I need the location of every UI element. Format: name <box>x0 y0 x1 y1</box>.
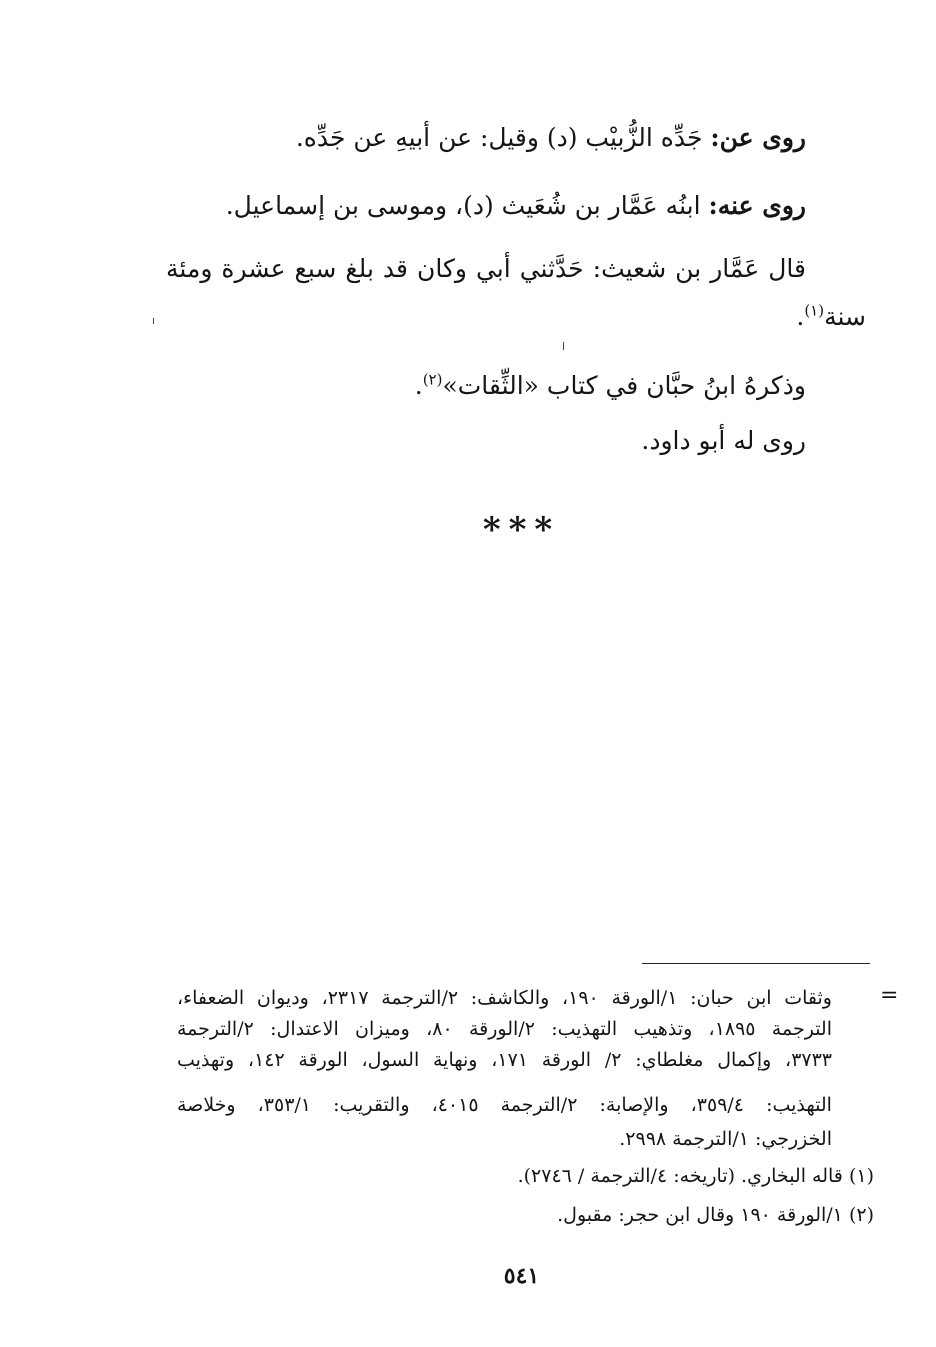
footnote-1-text: قاله البخاري. (تاريخه: ٤/الترجمة / ٢٧٤٦). <box>517 1165 843 1187</box>
rawa-anhu-text: ابنُه عَمَّار بن شُعَيث (د)، وموسى بن إسماعيل. <box>225 191 701 220</box>
qala-text-2: سنة <box>824 302 866 331</box>
footnote-1 <box>518 1163 874 1189</box>
footnote-1-number: (١) <box>848 1165 874 1187</box>
rawa-an-label: روى عن: <box>710 123 806 152</box>
rawa-anhu-label: روى عنه: <box>708 191 806 220</box>
footnote-2-number: (٢) <box>848 1204 874 1226</box>
footnote-continued-line: وثقات ابن حبان: ١/الورقة ١٩٠، والكاشف: ٢/الترجمة ٢٣١٧، وديوان الضعفاء، <box>177 987 832 1009</box>
scan-speck <box>153 318 154 324</box>
footnote-ref-2[interactable]: (٢) <box>422 370 443 389</box>
dhakarahu-text: وذكرهُ ابنُ حبَّان في كتاب «الثِّقات» <box>442 371 806 400</box>
rawa-an-text: جَدِّه الزُّبيْب (د) وقيل: عن أبيهِ عن جَدِّه. <box>295 123 703 152</box>
footnote-continuation-mark: = <box>880 983 899 1008</box>
section-separator-stars: *** <box>482 510 561 550</box>
rawa-lahu-text: روى له أبو داود. <box>641 426 806 455</box>
qala-line-1 <box>166 253 806 285</box>
rawa-an-line <box>296 122 806 154</box>
footnote-separator <box>642 963 870 964</box>
footnote-ref-1[interactable]: (١) <box>804 301 825 320</box>
dhakarahu-end: . <box>414 371 423 400</box>
footnote-2-text: ١/الورقة ١٩٠ وقال ابن حجر: مقبول. <box>557 1204 843 1226</box>
rawa-anhu-line <box>226 190 806 222</box>
scan-speck <box>563 342 564 350</box>
footnote-continued-line: الترجمة ١٨٩٥، وتذهيب التهذيب: ٢/الورقة ٨٠، وميزان الاعتدال: ٢/الترجمة <box>177 1018 833 1040</box>
footnote-continued-line: ٣٧٣٣، وإكمال مغلطاي: ٢/ الورقة ١٧١، ونهاية السول، الورقة ١٤٢، وتهذيب <box>177 1049 833 1071</box>
rawa-lahu-line <box>641 425 806 457</box>
qala-line-2 <box>796 301 866 333</box>
qala-end: . <box>796 302 805 331</box>
qala-text-1: قال عَمَّار بن شعيث: حَدَّثني أبي وكان قد بلغ سبع عشرة ومئة <box>166 254 806 283</box>
page-number: ٥٤١ <box>503 1263 540 1289</box>
footnote-2 <box>557 1202 874 1228</box>
footnote-continued-line: التهذيب: ٣٥٩/٤، والإصابة: ٢/الترجمة ٤٠١٥، والتقريب: ٣٥٣/١، وخلاصة <box>177 1094 832 1116</box>
dhakarahu-line <box>415 370 806 402</box>
footnote-continued-line: الخزرجي: ١/الترجمة ٢٩٩٨. <box>619 1128 832 1150</box>
